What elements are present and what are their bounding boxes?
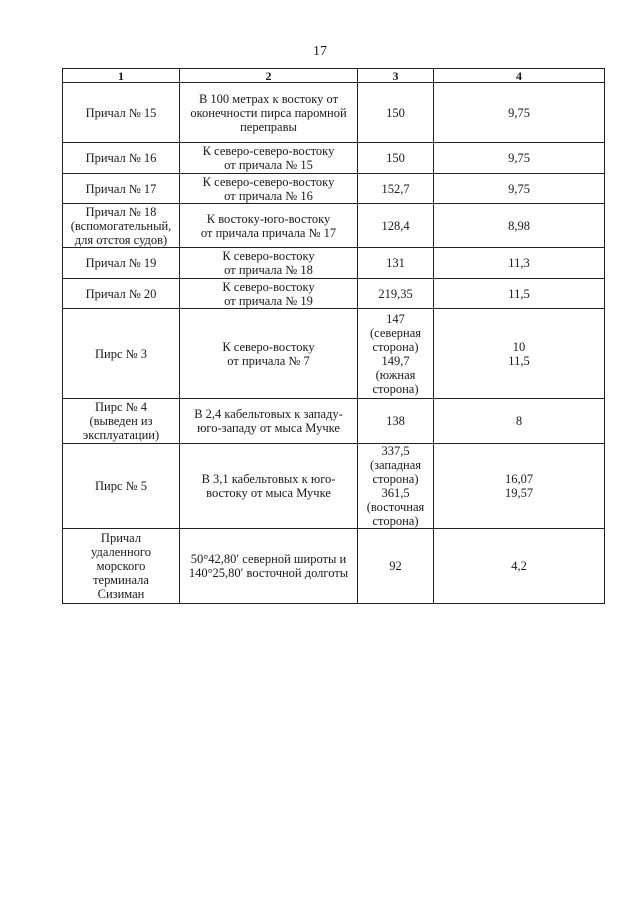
berth-depth-cell: 11,5 <box>434 279 605 309</box>
column-header-2: 2 <box>180 69 358 83</box>
berth-name-cell: Причал № 17 <box>63 174 180 204</box>
berth-name-cell: Пирс № 4 (выведен из эксплуатации) <box>63 399 180 444</box>
column-header-3: 3 <box>358 69 434 83</box>
column-header-4: 4 <box>434 69 605 83</box>
berth-length-cell: 147 (северная сторона) 149,7 (южная сторона) <box>358 309 434 399</box>
berth-location-cell: К востоку-юго-востоку от причала причала № 17 <box>180 204 358 248</box>
table-row <box>63 279 605 309</box>
berths-table <box>62 68 605 604</box>
berth-location-cell: К северо-северо-востоку от причала № 15 <box>180 143 358 174</box>
table-row <box>63 248 605 279</box>
berth-length-cell: 150 <box>358 83 434 143</box>
berth-length-cell: 92 <box>358 529 434 604</box>
berth-depth-cell: 9,75 <box>434 143 605 174</box>
berth-location-cell: К северо-востоку от причала № 7 <box>180 309 358 399</box>
berth-length-cell: 337,5 (западная сторона) 361,5 (восточная сторона) <box>358 444 434 529</box>
table-row <box>63 529 605 604</box>
berth-length-cell: 131 <box>358 248 434 279</box>
berth-depth-cell: 11,3 <box>434 248 605 279</box>
table-row <box>63 204 605 248</box>
page-number: 17 <box>313 44 327 59</box>
berth-name-cell: Причал № 16 <box>63 143 180 174</box>
table-row <box>63 143 605 174</box>
table-row <box>63 174 605 204</box>
berth-length-cell: 138 <box>358 399 434 444</box>
table-row <box>63 444 605 529</box>
berth-depth-cell: 10 11,5 <box>434 309 605 399</box>
berth-name-cell: Причал № 19 <box>63 248 180 279</box>
berth-name-cell: Причал удаленного морского терминала Сизиман <box>63 529 180 604</box>
berth-length-cell: 128,4 <box>358 204 434 248</box>
berth-location-cell: К северо-востоку от причала № 18 <box>180 248 358 279</box>
berth-name-cell: Пирс № 3 <box>63 309 180 399</box>
berth-length-cell: 152,7 <box>358 174 434 204</box>
table-row <box>63 399 605 444</box>
berth-location-cell: В 100 метрах к востоку от оконечности пирса паромной переправы <box>180 83 358 143</box>
berth-depth-cell: 8 <box>434 399 605 444</box>
berth-location-cell: К северо-северо-востоку от причала № 16 <box>180 174 358 204</box>
table-row <box>63 83 605 143</box>
berth-name-cell: Причал № 15 <box>63 83 180 143</box>
berth-name-cell: Причал № 20 <box>63 279 180 309</box>
berth-location-cell: В 2,4 кабельтовых к западу- юго-западу от мыса Мучке <box>180 399 358 444</box>
table-header-row <box>63 69 605 83</box>
column-header-1: 1 <box>63 69 180 83</box>
berth-depth-cell: 16,07 19,57 <box>434 444 605 529</box>
berth-name-cell: Пирс № 5 <box>63 444 180 529</box>
berth-depth-cell: 9,75 <box>434 174 605 204</box>
berth-length-cell: 219,35 <box>358 279 434 309</box>
berth-depth-cell: 4,2 <box>434 529 605 604</box>
berth-location-cell: К северо-востоку от причала № 19 <box>180 279 358 309</box>
berth-depth-cell: 9,75 <box>434 83 605 143</box>
berth-location-cell: 50°42,80′ северной широты и 140°25,80′ восточной долготы <box>180 529 358 604</box>
berth-depth-cell: 8,98 <box>434 204 605 248</box>
berth-length-cell: 150 <box>358 143 434 174</box>
berth-location-cell: В 3,1 кабельтовых к юго- востоку от мыса Мучке <box>180 444 358 529</box>
berth-name-cell: Причал № 18 (вспомогательный, для отстоя судов) <box>63 204 180 248</box>
table-row <box>63 309 605 399</box>
